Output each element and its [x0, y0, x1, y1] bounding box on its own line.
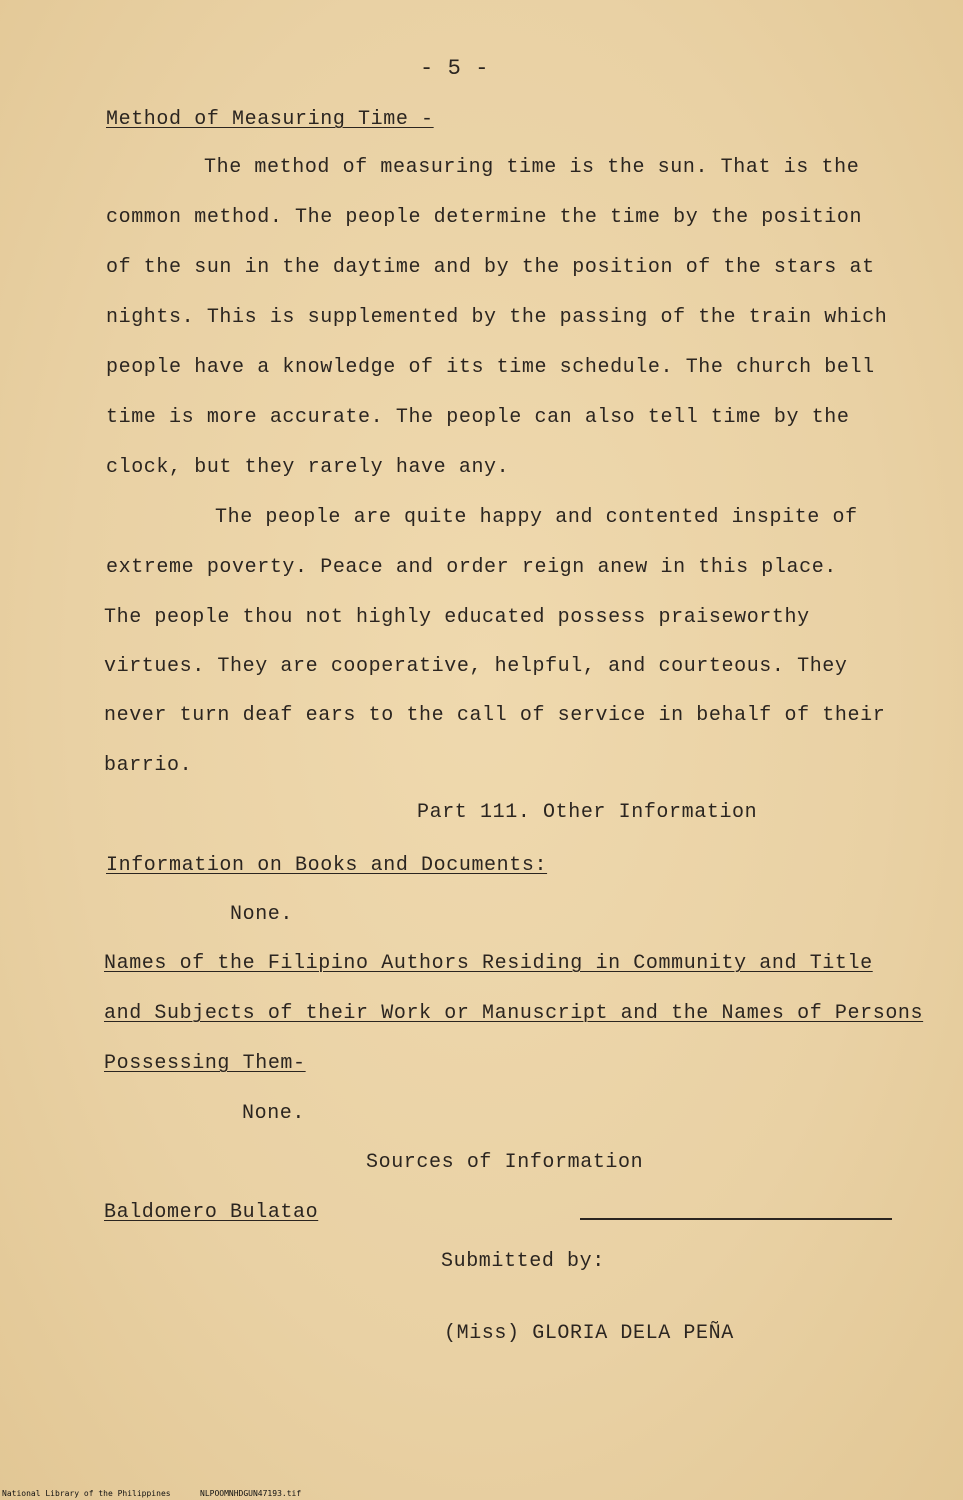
- people-paragraph-line: virtues. They are cooperative, helpful, and courteous. They: [104, 655, 848, 678]
- informant-name: Baldomero Bulatao: [104, 1201, 319, 1224]
- people-paragraph-line: extreme poverty. Peace and order reign anew in this place.: [106, 556, 837, 579]
- authors-heading-line: Possessing Them-: [104, 1052, 306, 1075]
- time-paragraph-line: of the sun in the daytime and by the position of the stars at: [106, 256, 875, 279]
- time-heading: Method of Measuring Time -: [106, 108, 434, 131]
- authors-heading-line: Names of the Filipino Authors Residing in Community and Title: [104, 952, 873, 975]
- authors-value: None.: [242, 1102, 306, 1125]
- people-paragraph-line: The people thou not highly educated possess praiseworthy: [104, 606, 810, 629]
- sources-title: Sources of Information: [366, 1151, 644, 1174]
- page-number: - 5 -: [420, 56, 490, 81]
- submitted-by-label: Submitted by:: [441, 1250, 605, 1273]
- submitter-name: (Miss) GLORIA DELA PEÑA: [444, 1322, 734, 1345]
- people-paragraph-line: barrio.: [104, 754, 193, 777]
- time-paragraph-line: people have a knowledge of its time schedule. The church bell: [106, 356, 875, 379]
- time-paragraph-line: time is more accurate. The people can also tell time by the: [106, 406, 850, 429]
- people-paragraph-line: never turn deaf ears to the call of service in behalf of their: [104, 704, 886, 727]
- footer-filename: NLPOOMNHDGUN47193.tif: [200, 1489, 302, 1498]
- people-paragraph-line: The people are quite happy and contented inspite of: [215, 506, 858, 529]
- signature-line: [580, 1218, 892, 1220]
- time-paragraph-line: clock, but they rarely have any.: [106, 456, 510, 479]
- books-value: None.: [230, 903, 294, 926]
- footer-library: National Library of the Philippines: [2, 1489, 171, 1498]
- books-heading: Information on Books and Documents:: [106, 854, 548, 877]
- time-paragraph-line: The method of measuring time is the sun. That is the: [204, 156, 860, 179]
- time-paragraph-line: common method. The people determine the time by the position: [106, 206, 863, 229]
- part3-title: Part 111. Other Information: [417, 801, 758, 824]
- time-paragraph-line: nights. This is supplemented by the passing of the train which: [106, 306, 888, 329]
- authors-heading-line: and Subjects of their Work or Manuscript and the Names of Persons: [104, 1002, 924, 1025]
